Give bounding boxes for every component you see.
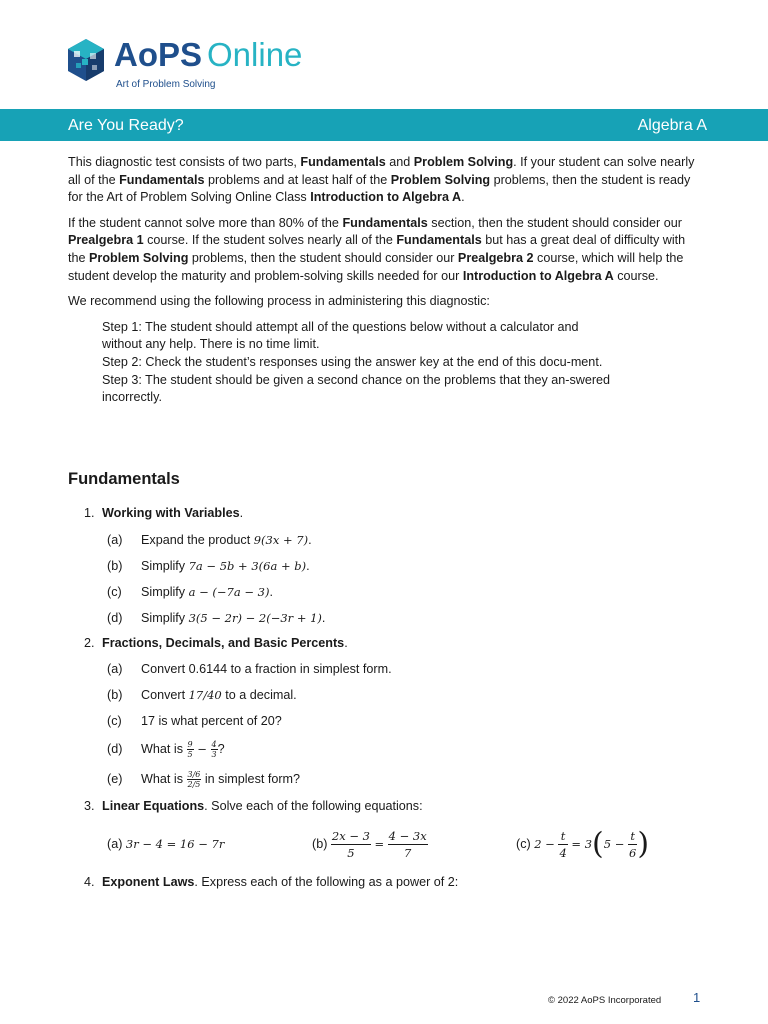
- aops-logo: [66, 37, 316, 93]
- problem-title: Working with Variables: [102, 506, 240, 520]
- problem-title: Fractions, Decimals, and Basic Percents: [102, 635, 345, 650]
- problem-3: 3. Linear Equations. Solve each of the following equations: (a) 3r − 4 = 16 − 7r (b) $\frac{2x - 3}{5}$ = $\frac{4 - 3x}{7}$ (c) 2 − $\frac{t}{4}$ = 3(5 − $\frac{t}{6}$ ): [68, 798, 708, 866]
- section-title: Fundamentals: [68, 470, 180, 488]
- problem-list: [68, 505, 708, 899]
- footer-copyright: © 2022 AoPS Incorporated: [548, 995, 662, 1006]
- equation-b: (b) $\frac{2x - 3}{5}$ = $\frac{4 - 3x}{7}$: [312, 828, 427, 860]
- subproblem: (b) Simplify 7a − 5b + 3(6a + b).: [107, 558, 310, 573]
- subproblem: (c) Simplify a − (−7a − 3).: [107, 584, 273, 599]
- problem-number: 1.: [84, 506, 95, 520]
- problem-2: 2. Fractions, Decimals, and Basic Percents. (a) Convert 0.6144 to a fraction in simplest form. (b) Convert 17/40 to a decimal. (c) 17 is what percent of 20? (d) What is $\frac{9}{5}$ − $\frac{4}{3}$ ? (e) What is $\frac{3/6}{2/5}$ in simplest form?: [68, 635, 708, 791]
- fraction: $\frac{9}{5}$: [187, 740, 193, 760]
- problem-1: 1. Working with Variables. (a) Expand the product 9(3x + 7). (b) Simplify 7a − 5b + 3(6a + b). (c) Simplify a − (−7a − 3). (d) Simplify 3(5 − 2r) − 2(−3r + 1).: [68, 505, 708, 627]
- banner-title: Are You Ready?: [68, 117, 184, 134]
- logo-wordmark: AoPS Online: [114, 36, 303, 73]
- logo-tagline: Art of Problem Solving: [116, 79, 216, 90]
- subproblem: (d) What is $\frac{9}{5}$ − $\frac{4}{3}$ ?: [107, 740, 225, 760]
- problem-4: 4. Exponent Laws. Express each of the following as a power of 2:: [68, 874, 708, 892]
- subproblem: (a) Expand the product 9(3x + 7).: [107, 532, 312, 547]
- equation-c: (c) 2 − $\frac{t}{4}$ = 3(5 − $\frac{t}{6}$ ): [516, 826, 650, 862]
- equation-row: [102, 822, 708, 866]
- problem-number: 2.: [84, 635, 95, 650]
- problem-number: 4.: [84, 874, 95, 889]
- subproblem: (c) 17 is what percent of 20?: [107, 714, 282, 729]
- fraction: $\frac{3/6}{2/5}$: [187, 770, 201, 790]
- page-number: 1: [693, 990, 701, 1005]
- step-3: Step 3: The student should be given a second chance on the problems that they an-swered incorrectly.: [102, 372, 611, 405]
- title-banner: [0, 109, 768, 141]
- subproblem: (b) Convert 17/40 to a decimal.: [107, 688, 297, 703]
- problem-title: Exponent Laws: [102, 874, 195, 889]
- fraction: $\frac{4}{3}$: [211, 740, 217, 760]
- banner-course: Algebra A: [637, 117, 707, 134]
- subproblem: (e) What is $\frac{3/6}{2/5}$ in simplest form?: [107, 770, 301, 790]
- subproblem: (d) Simplify 3(5 − 2r) − 2(−3r + 1).: [107, 610, 326, 625]
- aops-cube-icon: [66, 37, 106, 83]
- intro-paragraph-1: This diagnostic test consists of two parts, Fundamentals and Problem Solving. If your student can solve nearly all of the Fundamentals problems and at least half of the Problem Solving problems, then the student is ready for the Art of Problem Solving Online Class Introduction to Algebra A.: [68, 155, 695, 205]
- intro-paragraph-3: We recommend using the following process in administering this diagnostic:: [68, 294, 490, 309]
- step-2: Step 2: Check the student’s responses using the answer key at the end of this docu-ment.: [102, 354, 603, 369]
- subproblem: (a) Convert 0.6144 to a fraction in simplest form.: [107, 662, 392, 677]
- intro-section: [68, 154, 700, 407]
- steps-list: [102, 319, 612, 407]
- problem-number: 3.: [84, 799, 95, 814]
- intro-paragraph-2: If the student cannot solve more than 80% of the Fundamentals section, then the student should consider our Prealgebra 1 course. If the student solves nearly all of the Fundamentals but has a great deal of difficulty with the Problem Solving problems, then the student should consider our Prealgebra 2 course, which will help the student develop the maturity and problem-solving skills needed for our Introduction to Algebra A course.: [68, 215, 686, 283]
- equation-a: (a) 3r − 4 = 16 − 7r: [107, 836, 225, 851]
- problem-title: Linear Equations: [102, 799, 205, 814]
- step-1: Step 1: The student should attempt all of the questions below without a calculator and without any help. There is no time limit.: [102, 319, 579, 352]
